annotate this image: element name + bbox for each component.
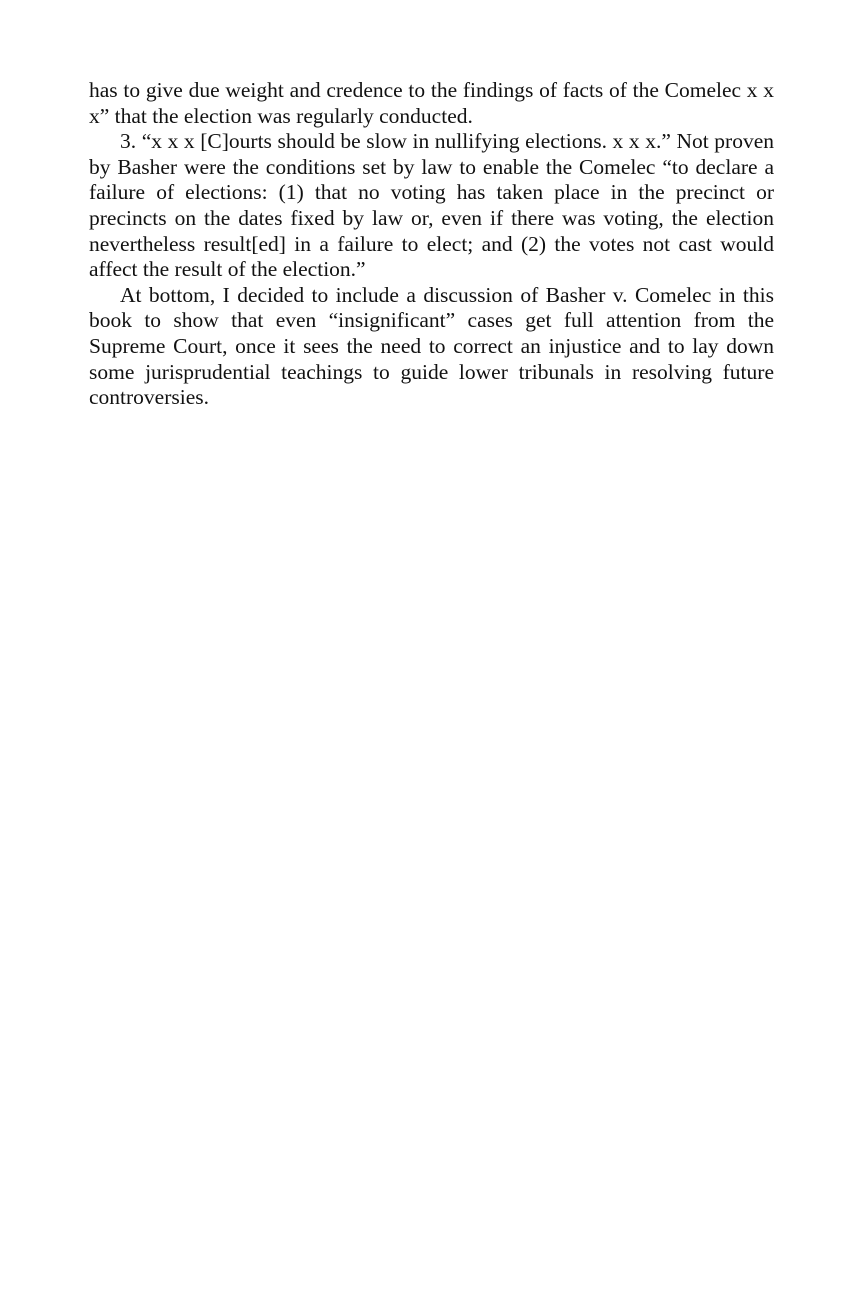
paragraph-continuation: has to give due weight and credence to the findings of facts of the Comelec x x x” that the election was regularly conducted. <box>89 78 774 128</box>
paragraph-conclusion: At bottom, I decided to include a discussion of Basher v. Comelec in this book to show that even “insignificant” cases get full attention from the Supreme Court, once it sees the need to correct an injustice and to lay down some jurisprudential teachings to guide lower tribunals in resolving future controversies. <box>89 282 774 410</box>
paragraph-point-3: 3. “x x x [C]ourts should be slow in nullifying elections. x x x.” Not proven by Basher were the conditions set by law to enable the Comelec “to declare a failure of elections: (1) that no voting has taken place in the precinct or precincts on the dates fixed by law or, even if there was voting, the election nevertheless result[ed] in a failure to elect; and (2) the votes not cast would affect the result of the election.” <box>89 129 774 282</box>
page-body <box>89 78 774 411</box>
